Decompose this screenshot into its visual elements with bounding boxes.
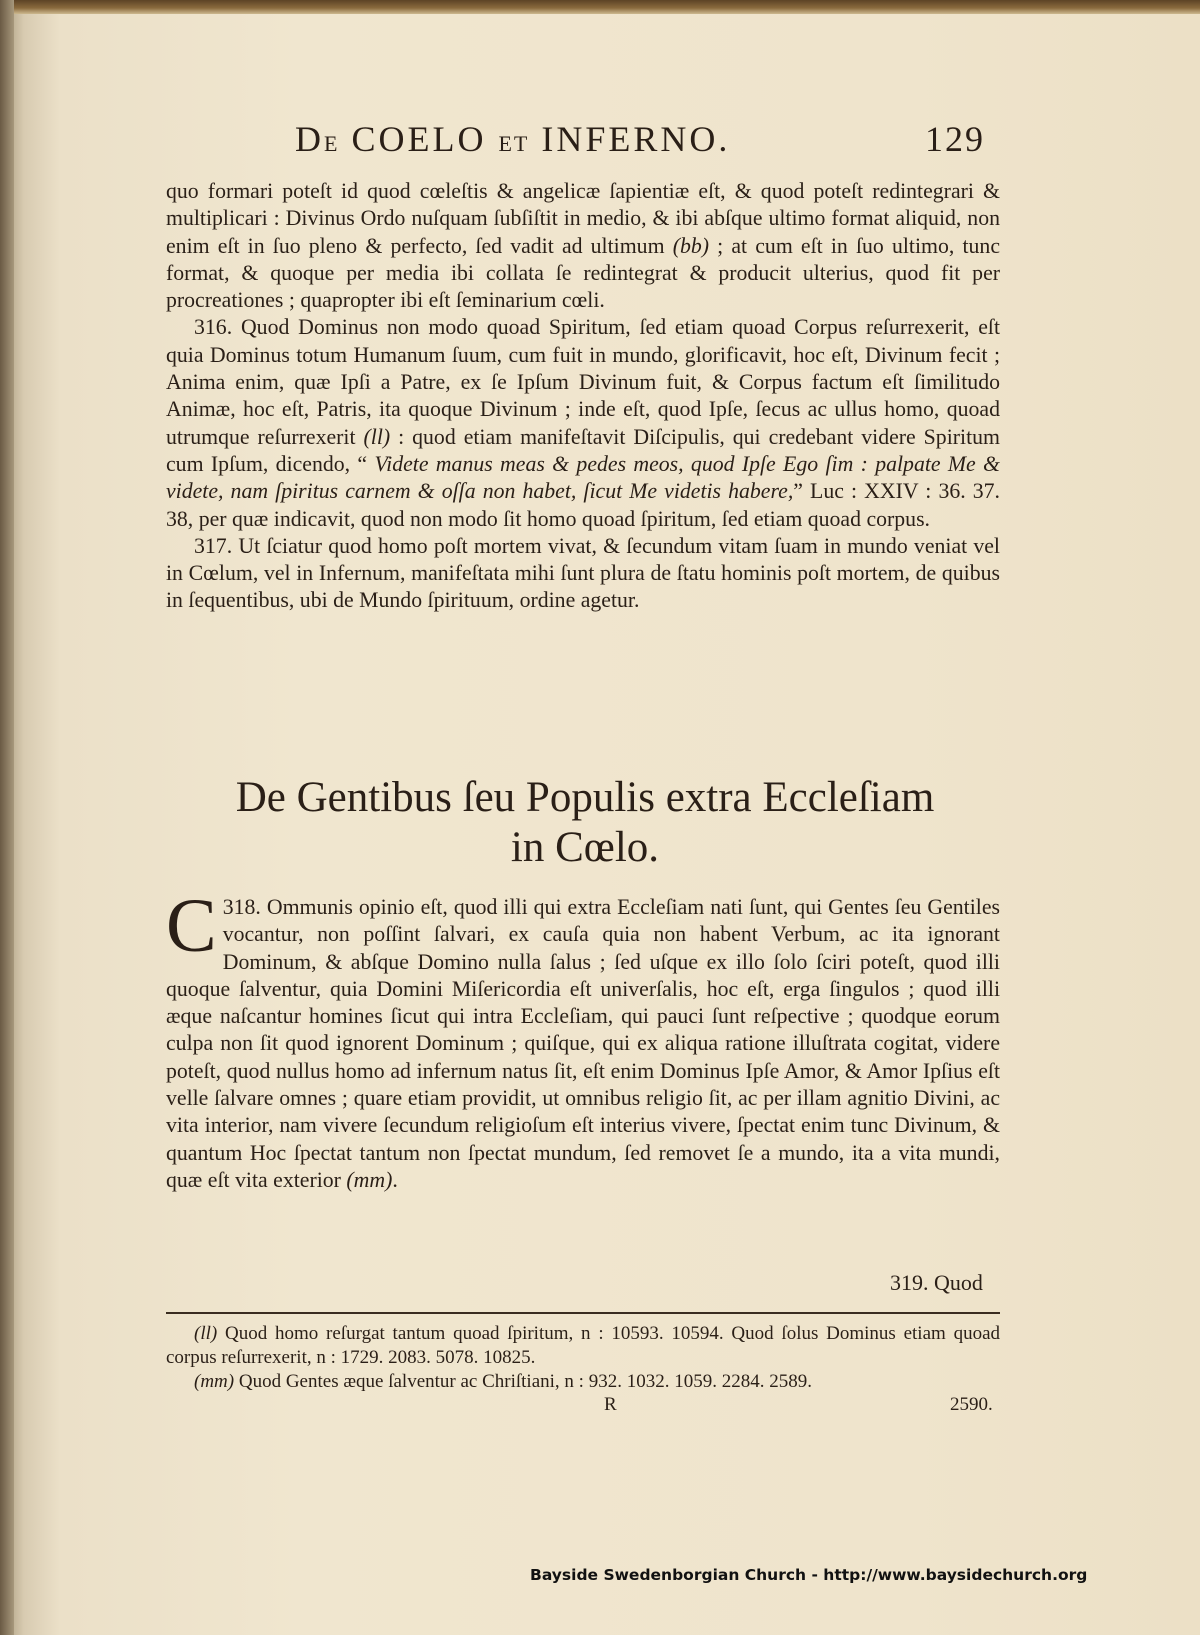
paragraph-continued: quo formari poteſt id quod cœleſtis & angelicæ ſapientiæ eſt, & quod poteſt redintegrari & multiplicari : Divinus Ordo nuſquam ſubſiſtit in medio, & ibi abſque ultimo format aliquid, non enim eſt in ſuo pleno & perfecto, ſed vadit ad ultimum (bb) ; at cum eſt in ſuo ultimo, tunc format, & quoque per media ibi collata ſe redintegrat & producit ulterius, quod fit per procreationes ; quapropter ibi eſt ſeminarium cœli. [166, 179, 1000, 313]
footnote-ll: (ll) Quod homo reſurgat tantum quoad ſpiritum, n : 10593. 10594. Quod ſolus Dominus etiam quoad corpus reſurrexerit, n : 1729. 2083. 5078. 10825. [166, 1323, 1000, 1368]
note-ref-bb: (bb) [672, 233, 710, 258]
footnotes [166, 1322, 1000, 1394]
section-heading [190, 773, 980, 873]
scripture-quote: Videte manus meas & pedes meos, quod Ipſe Ego ſim : palpate Me & videte, nam ſpiritus carnem & oſſa non habet, ſicut Me videtis habere, [166, 451, 1001, 504]
section-heading-line-2: in Cœlo. [510, 824, 660, 871]
section-heading-line-1: De Gentibus ſeu Populis extra Eccleſiam [235, 774, 935, 821]
page-number: 129 [925, 119, 985, 159]
paragraph-316: 316. Quod Dominus non modo quoad Spiritum, ſed etiam quoad Corpus reſurrexerit, eſt quia Dominus totum Humanum ſuum, cum fuit in mundo, glorificavit, hoc eſt, Divinum fecit ; Anima enim, quæ Ipſi a Patre, ex ſe Ipſum Divinum fuit, & Corpus factum eſt ſimilitudo Animæ, hoc eſt, Patris, ita quoque Divinum ; inde eſt, quod Ipſe, ſecus ac ullus homo, quoad utrumque reſurrexerit (ll) : quod etiam manifeſtavit Diſcipulis, qui credebant videre Spiritum cum Ipſum, dicendo, “ Videte manus meas & pedes meos, quod Ipſe Ego ſim : palpate Me & videte, nam ſpiritus carnem & oſſa non habet, ſicut Me videtis habere,” Luc : XXIV : 36. 37. 38, per quæ indicavit, quod non modo ſit homo quoad ſpiritum, ſed etiam quoad corpus. [166, 315, 1001, 531]
footnote-mm: (mm) Quod Gentes æque ſalventur ac Chriſtiani, n : 932. 1032. 1059. 2284. 2589. [194, 1371, 812, 1392]
catchword: 319. Quod [890, 1270, 983, 1295]
running-header-title: DE COELO ET INFERNO. [295, 119, 731, 159]
signature-mark: R [604, 1394, 617, 1415]
page-top-edge [0, 0, 1200, 14]
footnote-catchword: 2590. [950, 1394, 993, 1415]
drop-cap: C [166, 884, 217, 968]
footnote-rule [166, 1312, 1000, 1314]
paragraph-318: 318. C Ommunis opinio eſt, quod illi qui extra Eccleſiam nati ſunt, qui Gentes ſeu Gentiles vocantur, non poſſint ſalvari, ex cauſa quia non habent Verbum, ac ita ignorant Dominum, & abſque Domino nulla ſalus ; ſed uſque ex illo ſolo ſciri poteſt, quod illi quoque ſalventur, quia Domini Miſericordia eſt univerſalis, hoc eſt, erga ſingulos ; quod illi æque naſcantur homines ſicut qui intra Eccleſiam, qui pauci ſunt reſpective ; quodque eorum culpa non ſit quod ignorent Dominum ; quiſque, qui ex aliqua ratione illuſtrata cogitat, videre poteſt, quod nullus homo ad infernum natus ſit, eſt enim Dominus Ipſe Amor, & Amor Ipſius eſt velle ſalvare omnes ; quare etiam providit, ut omnibus religio ſit, ac per illam agnitio Divini, ac vita interior, nam vivere ſecundum religioſum eſt interius vivere, ſpectat enim tunc Divinum, & quantum Hoc ſpectat tantum non ſpectat mundum, ſed removet ſe a mundo, ita a vita mundi, quæ eſt vita exterior (mm). [166, 884, 1000, 1192]
running-header [295, 118, 1015, 168]
source-credit: Bayside Swedenborgian Church - http://www.baysidechurch.org [530, 1566, 1088, 1584]
text-block-lower [166, 884, 1000, 1194]
book-spine-shadow [0, 0, 14, 1635]
paragraph-317: 317. Ut ſciatur quod homo poſt mortem vivat, & ſecundum vitam ſuam in mundo veniat vel in Cœlum, vel in Infernum, manifeſtata mihi ſunt plura de ſtatu hominis poſt mortem, de quibus in ſequentibus, ubi de Mundo ſpirituum, ordine agetur. [166, 533, 1000, 613]
text-block-upper [166, 178, 1000, 615]
paragraph-number: 318. [222, 895, 267, 919]
note-ref-ll: (ll) [363, 424, 391, 449]
note-ref-mm: (mm) [346, 1167, 393, 1192]
